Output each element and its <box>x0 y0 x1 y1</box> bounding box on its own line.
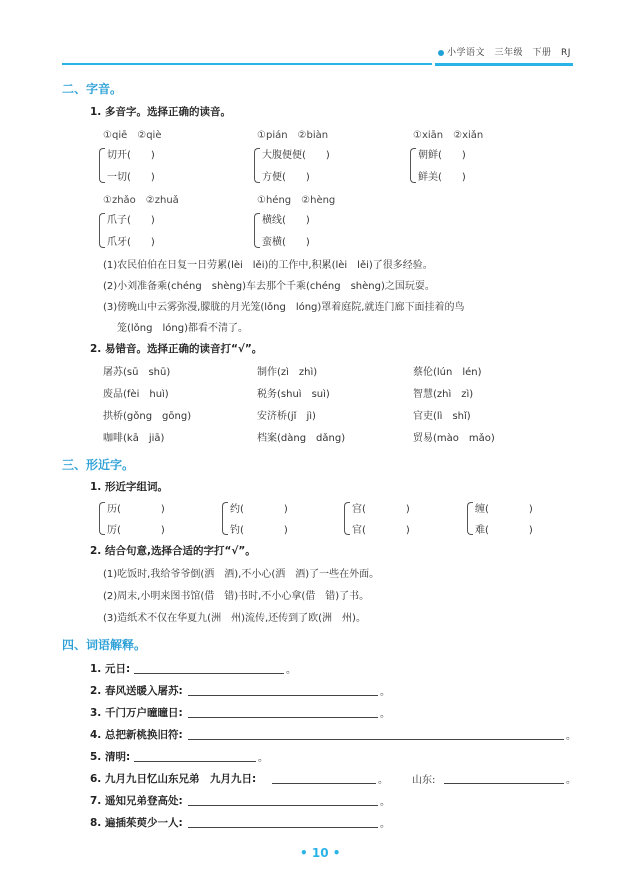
group2-a: 大腹便便( ) <box>262 150 330 161</box>
brace <box>344 502 350 535</box>
char-pair-a: 宫( ) <box>352 504 410 515</box>
s3-q2-sentence-3: (3)造纸术不仅在华夏九(洲 州)流传,还传到了欧(洲 州)。 <box>103 613 366 624</box>
pron-item: 官吏(lì shǐ) <box>413 411 471 422</box>
q1-sentence-3a: (3)傍晚山中云雾弥漫,朦胧的月光笼(lǒng lóng)罩着庭院,就连门廊下面挂着的鸟 <box>103 302 465 313</box>
term-label: 7. 遥知兄弟登高处: <box>90 795 183 807</box>
page-number: • 10 • <box>300 846 341 860</box>
char-pair-b: 钓( ) <box>230 525 288 536</box>
q1-sentence-2: (2)小刘准备乘(chéng shèng)车去那个千乘(chéng shèng)之国玩耍。 <box>103 281 435 292</box>
pron-item: 蔡伦(lún lén) <box>413 367 482 378</box>
term-label: 3. 千门万户曈曈日: <box>90 707 183 719</box>
group2-b: 方便( ) <box>262 172 310 183</box>
brace <box>222 502 228 535</box>
term-label: 2. 春风送暖入屠苏: <box>90 685 183 697</box>
brace <box>467 502 473 535</box>
char-pair-a: 约( ) <box>230 504 288 515</box>
q1-title: 1. 多音字。选择正确的读音。 <box>90 106 231 118</box>
group4-b: 爪牙( ) <box>107 237 155 248</box>
term-end: 。 <box>380 709 390 720</box>
answer-line[interactable] <box>188 717 378 718</box>
answer-line[interactable] <box>188 805 378 806</box>
term-label-2: 山东: <box>412 775 436 786</box>
term-label: 5. 清明: <box>90 751 131 763</box>
answer-line[interactable] <box>188 695 378 696</box>
section-3-title: 三、形近字。 <box>62 458 135 472</box>
group1-options: ①qiē ②qiè <box>103 130 162 141</box>
term-end: 。 <box>286 665 296 676</box>
group3-a: 朝鲜( ) <box>418 150 466 161</box>
term-end: 。 <box>380 819 390 830</box>
group4-options: ①zhǎo ②zhuǎ <box>103 195 179 206</box>
header-rule <box>62 63 432 65</box>
char-pair-a: 历( ) <box>107 504 165 515</box>
section-4-title: 四、词语解释。 <box>62 638 147 652</box>
group2-options: ①pián ②biàn <box>257 130 329 141</box>
group1-b: 一切( ) <box>107 172 155 183</box>
s3-q2-title: 2. 结合句意,选择合适的字打“√”。 <box>90 545 256 557</box>
group3-options: ①xiān ②xiǎn <box>413 130 484 141</box>
pron-item: 安济桥(jǐ jì) <box>257 411 316 422</box>
term-label: 1. 元日: <box>90 663 131 675</box>
section-2-title: 二、字音。 <box>62 82 123 96</box>
header-rule-accent <box>435 63 573 66</box>
answer-line[interactable] <box>134 673 284 674</box>
pron-item: 屠苏(sū shū) <box>103 367 171 378</box>
q1-sentence-3b: 笼(lǒng lóng)都看不清了。 <box>117 323 248 334</box>
term-label: 8. 遍插茱萸少一人: <box>90 817 183 829</box>
header-title: 小学语文 三年级 下册 RJ <box>447 48 571 58</box>
answer-line[interactable] <box>444 783 564 784</box>
pron-item: 废品(fèi huì) <box>103 389 169 400</box>
term-end: 。 <box>258 753 268 764</box>
group5-a: 横线( ) <box>262 215 310 226</box>
group4-a: 爪子( ) <box>107 215 155 226</box>
answer-line[interactable] <box>272 783 376 784</box>
answer-line[interactable] <box>188 827 378 828</box>
brace <box>254 148 260 183</box>
pron-item: 智慧(zhì zì) <box>413 389 474 400</box>
answer-line[interactable] <box>134 761 256 762</box>
brace <box>99 502 105 535</box>
brace <box>99 213 105 248</box>
term-end: 。 <box>380 687 390 698</box>
group5-b: 蛮横( ) <box>262 237 310 248</box>
pron-item: 税务(shuì suì) <box>257 389 330 400</box>
pron-item: 拱桥(gǒng gōng) <box>103 411 192 422</box>
s3-q1-title: 1. 形近字组词。 <box>90 481 168 493</box>
group1-a: 切开( ) <box>107 150 155 161</box>
answer-line[interactable] <box>188 739 564 740</box>
brace <box>99 148 105 183</box>
pron-item: 档案(dàng dǎng) <box>257 433 346 444</box>
brace <box>410 148 416 183</box>
pron-item: 贸易(mào mǎo) <box>413 433 495 444</box>
term-label: 6. 九月九日忆山东兄弟 九月九日: <box>90 773 257 785</box>
pron-item: 制作(zì zhì) <box>257 367 318 378</box>
group5-options: ①héng ②hèng <box>257 195 336 206</box>
char-pair-a: 缠( ) <box>475 504 533 515</box>
term-end: 。 <box>378 775 388 786</box>
group3-b: 鲜美( ) <box>418 172 466 183</box>
q2-title: 2. 易错音。选择正确的读音打“√”。 <box>90 343 263 355</box>
char-pair-b: 官( ) <box>352 525 410 536</box>
pron-item: 咖啡(kā jiā) <box>103 433 165 444</box>
term-end: 。 <box>566 731 576 742</box>
s3-q2-sentence-2: (2)周末,小明来图书馆(借 错)书时,不小心拿(借 错)了书。 <box>103 591 370 602</box>
term-end: 。 <box>566 775 576 786</box>
s3-q2-sentence-1: (1)吃饭时,我给爷爷倒(洒 酒),不小心(洒 酒)了一些在外面。 <box>103 569 380 580</box>
char-pair-b: 厉( ) <box>107 525 165 536</box>
brace <box>254 213 260 248</box>
term-end: 。 <box>380 797 390 808</box>
term-label: 4. 总把新桃换旧符: <box>90 729 183 741</box>
char-pair-b: 难( ) <box>475 525 533 536</box>
header-dot-icon <box>438 50 444 56</box>
q1-sentence-1: (1)农民伯伯在日复一日劳累(lèi lěi)的工作中,积累(lèi lěi)了很多经验。 <box>103 260 433 271</box>
